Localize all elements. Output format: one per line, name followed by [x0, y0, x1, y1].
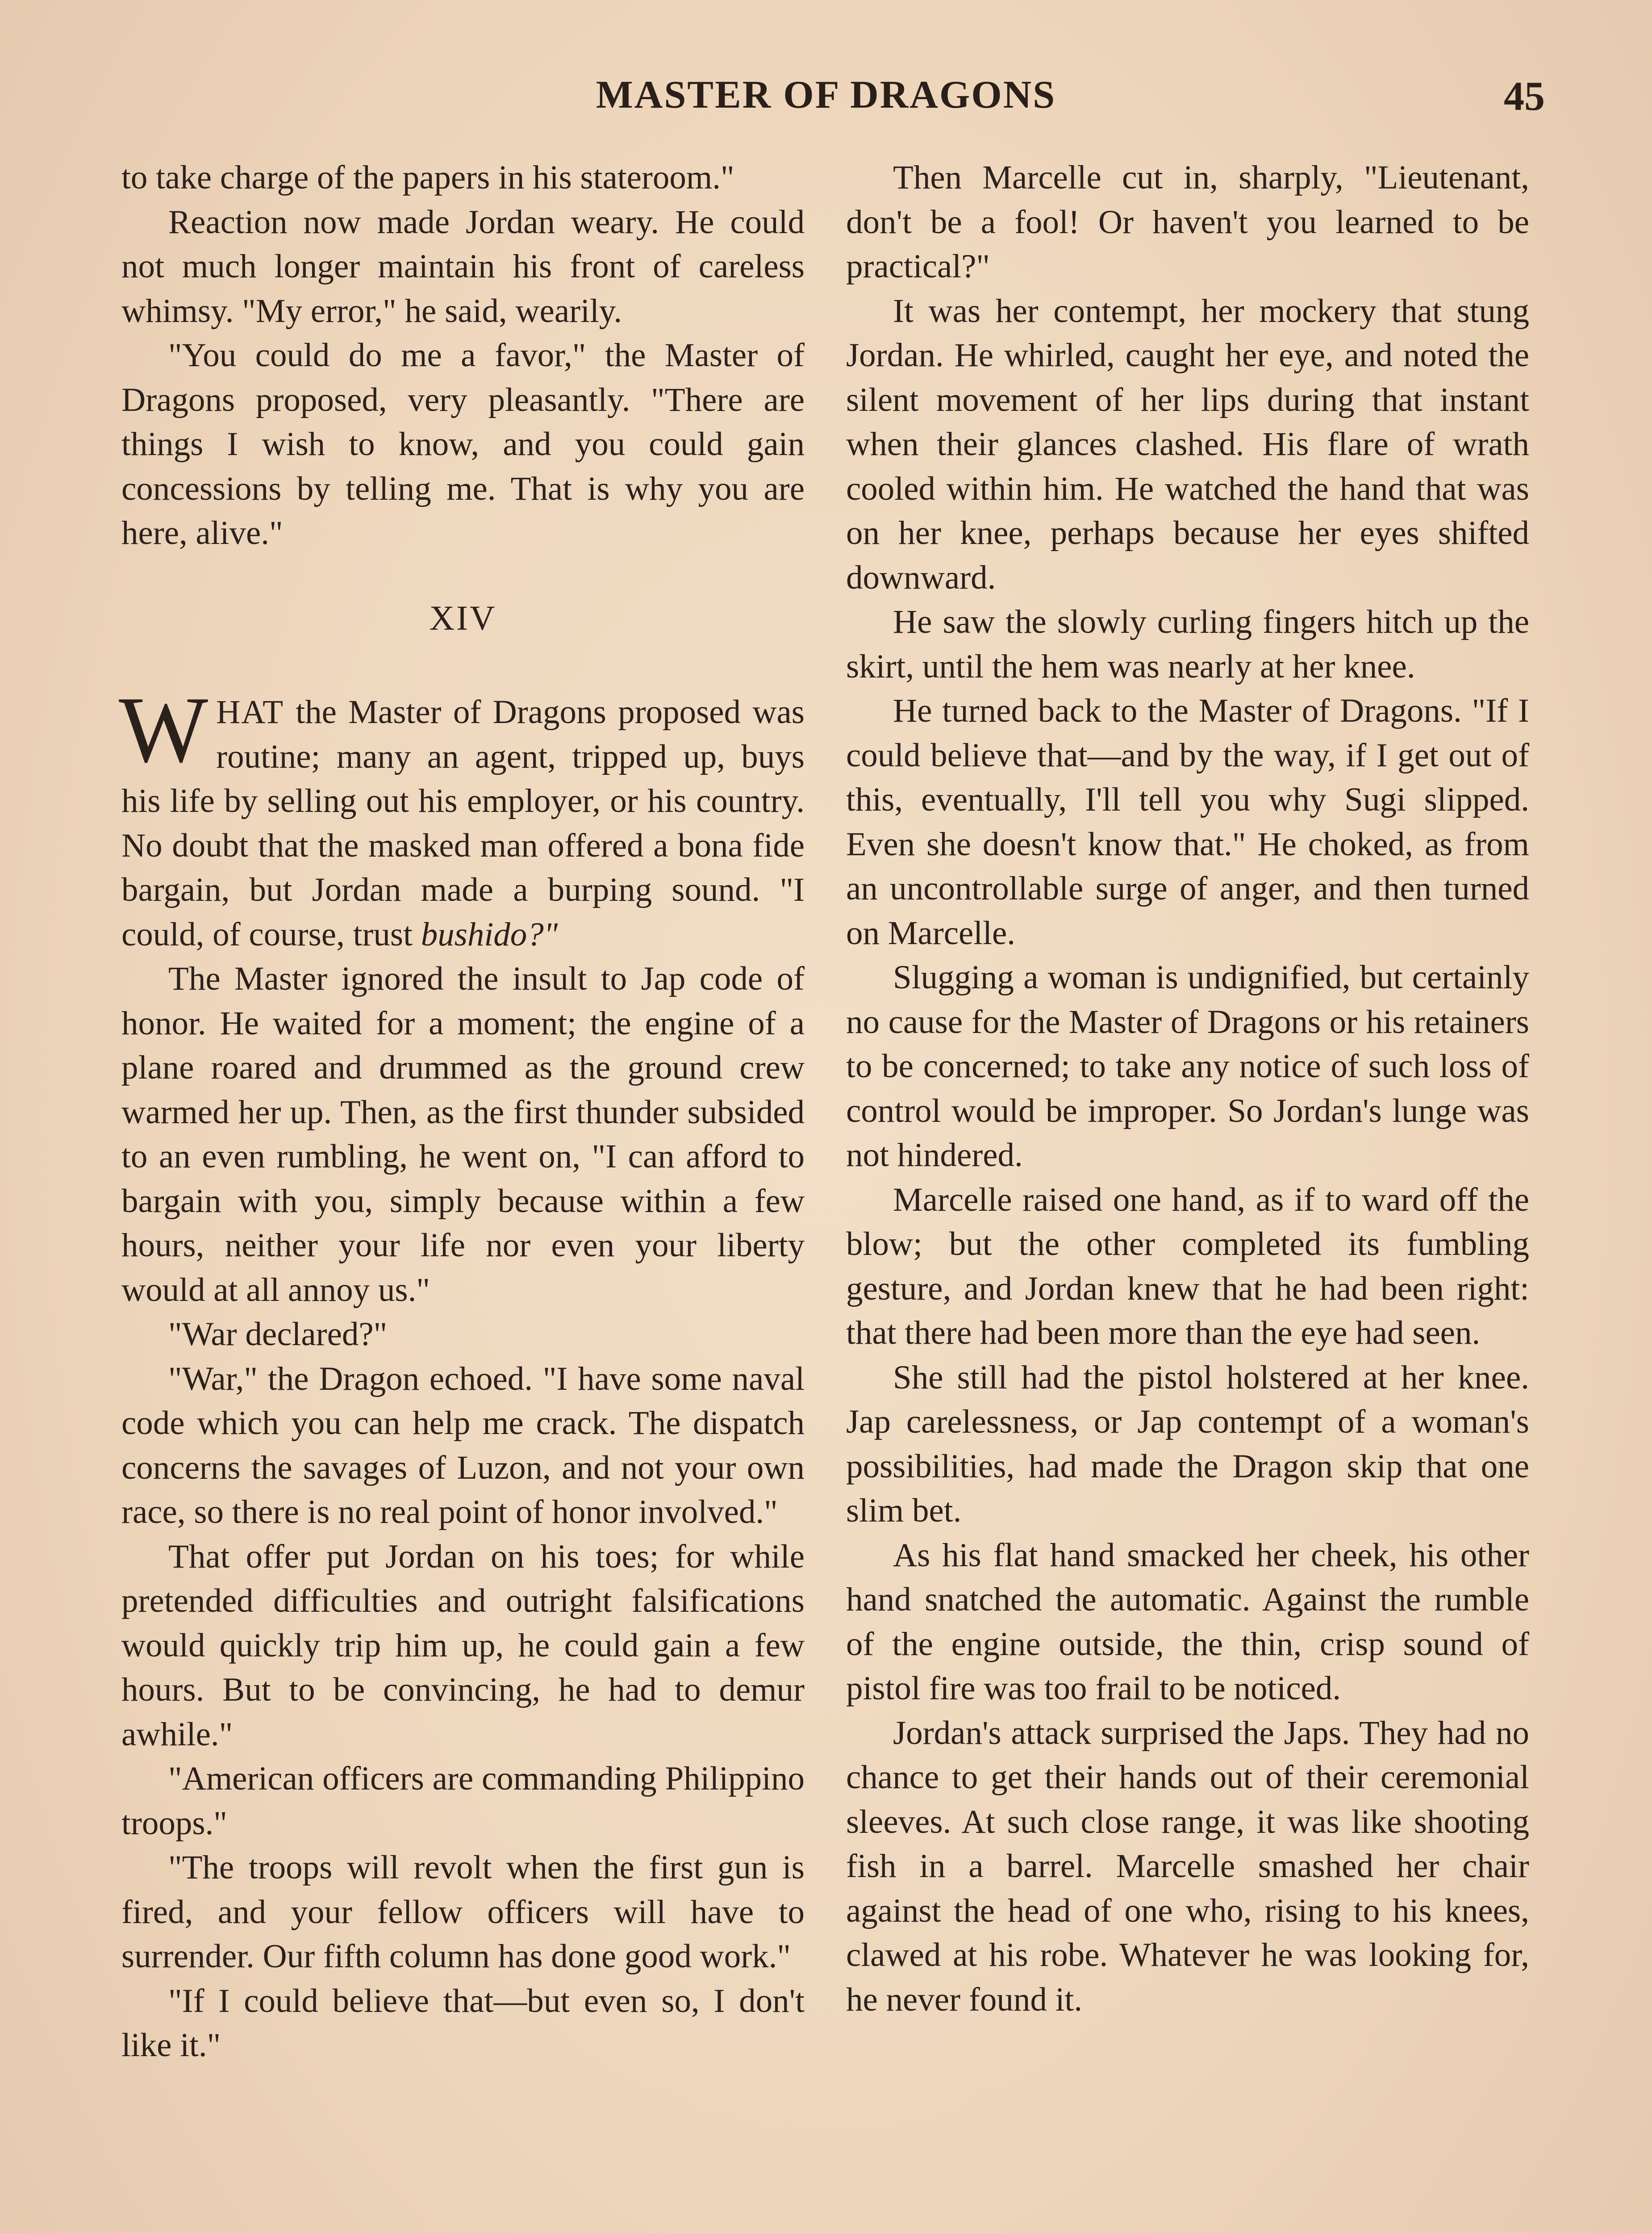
paragraph: to take charge of the papers in his stateroom."	[121, 159, 734, 196]
paragraph: "War," the Dragon echoed. "I have some naval code which you can help me crack. The dispatch concerns the savages of Luzon, and not your own race, so there is no real point of honor involved."	[121, 1360, 805, 1530]
right-column	[846, 155, 1529, 2022]
paragraph: Reaction now made Jordan weary. He could not much longer maintain his front of careless whimsy. "My error," he said, wearily.	[121, 203, 805, 330]
paragraph-text: the Master of Dragons proposed was routine; many an agent, tripped up, buys his life by selling out his employer, or his country. No doubt that the masked man offered a bona fide bargain, but Jordan made a burping sound. "I could, of course, trust	[121, 694, 805, 953]
paragraph: "You could do me a favor," the Master of Dragons proposed, very pleasantly. "There are things I wish to know, and you could gain concessions by telling me. That is why you are here, alive."	[121, 337, 805, 552]
paragraph: Then Marcelle cut in, sharply, "Lieutenant, don't be a fool! Or haven't you learned to be practical?"	[846, 159, 1529, 285]
chapter-heading: XIV	[429, 598, 497, 637]
paragraph: "The troops will revolt when the first gun is fired, and your fellow officers will have to surrender. Our fifth column has done good work."	[121, 1849, 805, 1975]
paragraph: That offer put Jordan on his toes; for while pretended difficulties and outright falsifications would quickly trip him up, he could gain a few hours. But to be convincing, he had to demur awhile."	[121, 1538, 805, 1753]
chapter-opening-paragraph	[119, 677, 805, 957]
paragraph: Slugging a woman is undignified, but certainly no cause for the Master of Dragons or his retainers to be concerned; to take any notice of such loss of control would be improper. So Jordan's lunge was not hindered.	[846, 959, 1529, 1174]
paragraph: She still had the pistol holstered at her knee. Jap carelessness, or Jap contempt of a woman's possibilities, had made the Dragon skip that one slim bet.	[846, 1359, 1529, 1529]
running-title: MASTER OF DRAGONS	[596, 73, 1056, 117]
paragraph: As his flat hand smacked her cheek, his other hand snatched the automatic. Against the rumble of the engine outside, the thin, crisp sound of pistol fire was too frail to be noticed.	[846, 1536, 1529, 1707]
paragraph: It was her contempt, her mockery that stung Jordan. He whirled, caught her eye, and noted the silent movement of her lips during that instant when their glances clashed. His flare of wrath cooled within him. He watched the hand that was on her knee, perhaps because her eyes shifted downward.	[846, 292, 1529, 596]
paragraph: He turned back to the Master of Dragons. "If I could believe that—and by the way, if I get out of this, eventually, I'll tell you why Sugi slipped. Even she doesn't know that." He choked, as from an uncontrollable surge of anger, and then turned on Marcelle.	[846, 692, 1529, 952]
paragraph: He saw the slowly curling fingers hitch up the skirt, until the hem was nearly at her knee.	[846, 603, 1529, 685]
paragraph: "If I could believe that—but even so, I don't like it."	[121, 1982, 805, 2064]
paragraph: The Master ignored the insult to Jap code of honor. He waited for a moment; the engine of a plane roared and drummed as the ground crew warmed her up. Then, as the first thunder subsided to an even rumbling, he went on, "I can afford to bargain with you, simply because within a few hours, neither your life nor even your liberty would at all annoy us."	[121, 960, 805, 1309]
drop-cap: W	[119, 677, 209, 782]
paragraph: Marcelle raised one hand, as if to ward off the blow; but the other completed its fumbling gesture, and Jordan knew that he had been right: that there had been more than the eye had seen.	[846, 1181, 1529, 1351]
italic-text: bushido?"	[421, 916, 558, 953]
left-column	[121, 155, 805, 2068]
running-head	[0, 67, 1652, 125]
paragraph: Jordan's attack surprised the Japs. They had no chance to get their hands out of their ceremonial sleeves. At such close range, it was like shooting fish in a barrel. Marcelle smashed her chair against the head of one who, rising to his knees, clawed at his robe. Whatever he was looking for, he never found it.	[846, 1714, 1529, 2018]
lead-in-word: HAT	[216, 694, 284, 731]
paragraph: "War declared?"	[168, 1316, 388, 1353]
page-number: 45	[1504, 73, 1545, 119]
paragraph: "American officers are commanding Philippino troops."	[121, 1760, 805, 1842]
